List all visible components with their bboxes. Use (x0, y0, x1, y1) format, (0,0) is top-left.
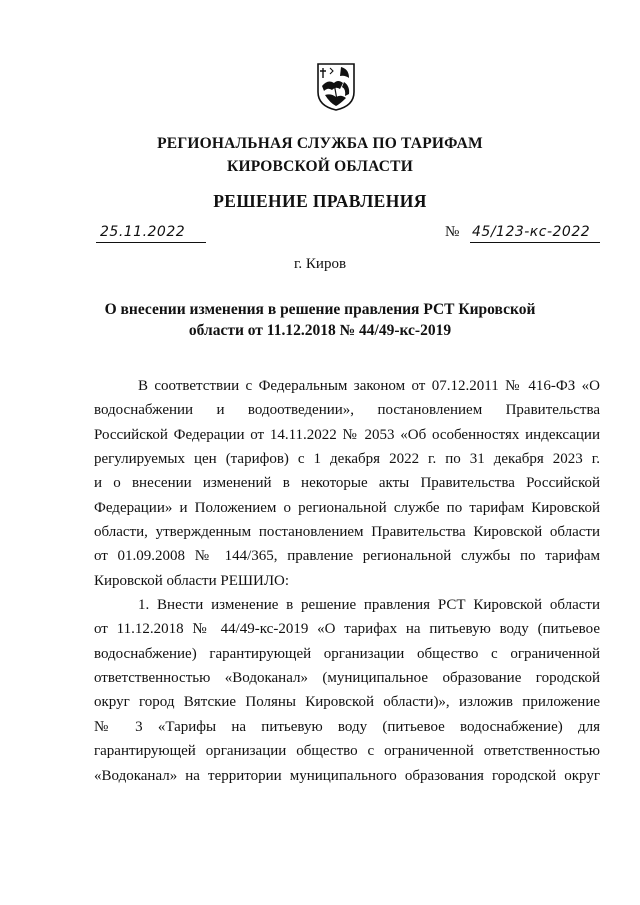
body-line: В соответствии с Федеральным законом от 07.12.2011 № 416-ФЗ «О (138, 378, 600, 394)
body-line: «Водоканал» на территории муниципального образования городской округ (94, 767, 600, 784)
organization-name-line2: КИРОВСКОЙ ОБЛАСТИ (227, 158, 413, 175)
body-line: Кировской области РЕШИЛО: (94, 572, 290, 589)
document-title: РЕШЕНИЕ ПРАВЛЕНИЯ (213, 191, 427, 211)
city: г. Киров (293, 256, 347, 272)
body-line: водоснабжение) гарантирующей организации общество с ограниченной (94, 645, 600, 662)
decision-number-field (470, 224, 600, 243)
body-line: водоснабжении и водоотведении», постановлением Правительства (94, 402, 600, 419)
subject-line1: О внесении изменения в решение правления РСТ Кировской (104, 301, 536, 318)
subject-line2: области от 11.12.2018 № 44/49-кс-2019 (188, 322, 452, 339)
body-line: Федерации» и Положением о региональной службе по тарифам Кировской (94, 499, 600, 516)
number-sign: № (445, 224, 460, 240)
document-body (94, 374, 600, 788)
body-line: области, утвержденным постановлением Правительства Кировской области (94, 524, 600, 541)
body-line: округ город Вятские Поляны Кировской области)», изложив приложение (94, 694, 600, 711)
decision-date-field (96, 224, 206, 243)
body-line: № 3 «Тарифы на питьевую воду (питьевое водоснабжение) для (94, 718, 600, 735)
body-line: гарантирующей организации общество с ограниченной ответственностью (94, 743, 600, 760)
body-line: и о внесении изменений в некоторые акты Правительства Российской (94, 475, 600, 492)
body-line: 1. Внести изменение в решение правления РСТ Кировской области (138, 597, 600, 614)
body-line: от 01.09.2008 № 144/365, правление региональной службы по тарифам (94, 548, 600, 565)
body-line: ответственностью «Водоканал» (муниципальное образование городской (94, 670, 600, 687)
decision-date: 25.11.2022 (100, 224, 186, 240)
body-line: Российской Федерации от 14.11.2022 № 2053 «Об особенностях индексации (94, 426, 600, 443)
body-line: регулируемых цен (тарифов) с 1 декабря 2022 г. по 31 декабря 2023 г. (94, 451, 600, 468)
organization-name-line1: РЕГИОНАЛЬНАЯ СЛУЖБА ПО ТАРИФАМ (157, 135, 483, 152)
body-line: от 11.12.2018 № 44/49-кс-2019 «О тарифах на питьевую воду (питьевое (94, 621, 600, 638)
coat-of-arms-icon (316, 62, 356, 112)
decision-number: 45/123-кс-2022 (472, 224, 591, 240)
